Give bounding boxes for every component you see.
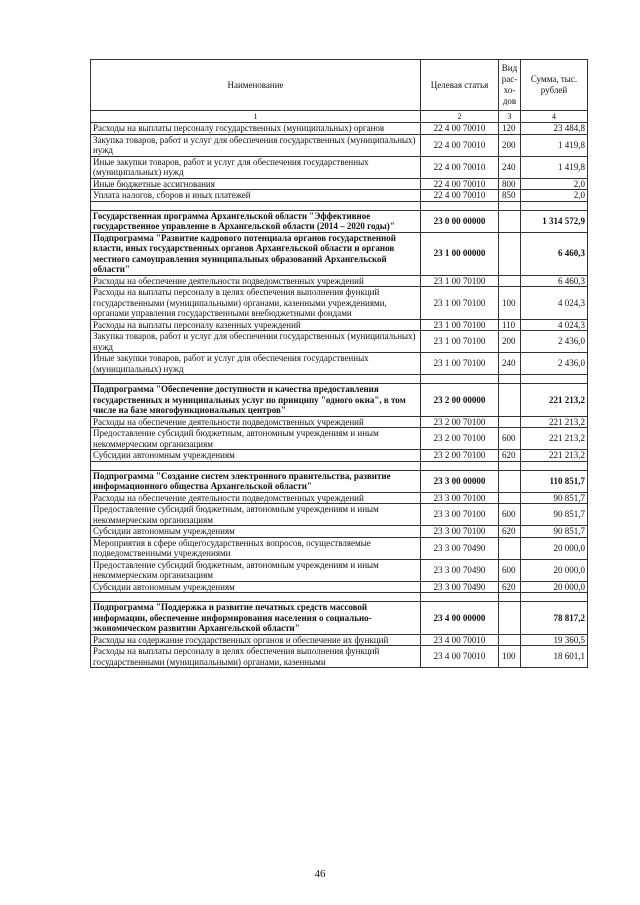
cell-name: Государственная программа Архангельской области "Эффективное государственное управление в Архангельской области (2014 – 2020 годы)" [91,210,421,232]
cell-expense-type: 620 [499,581,521,593]
table-row [91,123,588,135]
table-row [91,646,588,668]
spacer-cell [499,461,521,470]
cell-target-article: 23 3 00 70490 [421,537,499,559]
cell-expense-type [499,232,521,275]
cell-target-article: 22 4 00 70010 [421,123,499,135]
cell-expense-type: 600 [499,559,521,581]
cell-target-article: 23 1 00 70100 [421,331,499,353]
cell-expense-type [499,634,521,646]
spacer-cell [91,375,421,384]
cell-target-article: 23 1 00 70100 [421,275,499,287]
program-row [91,232,588,275]
spacer-cell [521,593,588,602]
spacer-cell [499,593,521,602]
spacer-row [91,593,588,602]
cell-target-article: 23 3 00 70490 [421,559,499,581]
cell-name: Предоставление субсидий бюджетным, автономным учреждениям и иным некоммерческим организациям [91,504,421,526]
cell-expense-type: 600 [499,428,521,450]
cell-sum: 1 419,8 [521,134,588,156]
column-number: 1 [91,111,421,123]
table-row [91,275,588,287]
header-name: Наименование [91,60,421,111]
table-row [91,416,588,428]
spacer-cell [499,201,521,210]
cell-target-article: 23 1 00 70100 [421,353,499,375]
cell-name: Расходы на выплаты персоналу в целях обеспечения выполнения функций государственными (муниципальными) органами, казенными [91,646,421,668]
cell-sum: 4 024,3 [521,287,588,320]
cell-sum: 221 213,2 [521,416,588,428]
cell-sum: 221 213,2 [521,384,588,417]
cell-sum: 4 024,3 [521,319,588,331]
cell-target-article: 22 4 00 70010 [421,178,499,190]
cell-name: Иные закупки товаров, работ и услуг для обеспечения государственных (муниципальных) нужд [91,156,421,178]
column-number-row [91,111,588,123]
cell-name: Закупка товаров, работ и услуг для обеспечения государственных (муниципальных) нужд [91,331,421,353]
cell-target-article: 23 4 00 00000 [421,602,499,635]
cell-name: Закупка товаров, работ и услуг для обеспечения государственных (муниципальных) нужд [91,134,421,156]
cell-target-article: 23 3 00 70100 [421,492,499,504]
cell-sum: 20 000,0 [521,559,588,581]
spacer-cell [499,375,521,384]
cell-name: Субсидии автономным учреждениям [91,581,421,593]
cell-expense-type: 240 [499,156,521,178]
cell-name: Расходы на выплаты персоналу государственных (муниципальных) органов [91,123,421,135]
cell-sum: 221 213,2 [521,450,588,462]
spacer-cell [91,593,421,602]
cell-expense-type: 200 [499,331,521,353]
cell-name: Иные закупки товаров, работ и услуг для обеспечения государственных (муниципальных) нужд [91,353,421,375]
cell-name: Расходы на обеспечение деятельности подведомственных учреждений [91,416,421,428]
header-target-article: Целевая статья [421,60,499,111]
table-row [91,537,588,559]
cell-target-article: 23 3 00 00000 [421,470,499,492]
table-row [91,287,588,320]
cell-expense-type [499,210,521,232]
header-sum: Сумма, тыс. рублей [521,60,588,111]
cell-name: Подпрограмма "Обеспечение доступности и качества предоставления государственных и муниципальных услуг по принципу "одного окна", в том числе на базе многофункциональных центров" [91,384,421,417]
cell-name: Мероприятия в сфере общегосударственных вопросов, осуществляемые подведомственными учреждениями [91,537,421,559]
spacer-row [91,461,588,470]
cell-name: Субсидии автономным учреждениям [91,526,421,538]
spacer-cell [91,461,421,470]
spacer-cell [91,201,421,210]
cell-expense-type: 120 [499,123,521,135]
cell-expense-type: 620 [499,450,521,462]
cell-expense-type: 850 [499,190,521,202]
program-row [91,384,588,417]
table-row [91,319,588,331]
table-row [91,526,588,538]
cell-target-article: 23 3 00 70490 [421,581,499,593]
cell-name: Иные бюджетные ассигнования [91,178,421,190]
cell-name: Расходы на выплаты персоналу казенных учреждений [91,319,421,331]
column-number: 2 [421,111,499,123]
cell-target-article: 23 0 00 00000 [421,210,499,232]
budget-table [90,59,588,668]
spacer-cell [521,461,588,470]
cell-name: Подпрограмма "Поддержка и развитие печатных средств массовой информации, обеспечение информирования населения о социально-экономическом развитии Архангельской области" [91,602,421,635]
page-number: 46 [314,868,326,880]
cell-sum: 2,0 [521,178,588,190]
cell-sum: 1 419,8 [521,156,588,178]
table-row [91,634,588,646]
cell-sum: 78 817,2 [521,602,588,635]
cell-sum: 221 213,2 [521,428,588,450]
cell-expense-type [499,275,521,287]
cell-expense-type: 100 [499,646,521,668]
cell-sum: 19 360,5 [521,634,588,646]
cell-target-article: 23 2 00 70100 [421,450,499,462]
table-row [91,559,588,581]
header-expense-type: Вид рас-хо-дов [499,60,521,111]
cell-sum: 90 851,7 [521,492,588,504]
cell-sum: 6 460,3 [521,232,588,275]
spacer-cell [421,593,499,602]
cell-target-article: 23 1 00 70100 [421,287,499,320]
cell-expense-type: 200 [499,134,521,156]
table-row [91,504,588,526]
table-row [91,353,588,375]
cell-name: Расходы на обеспечение деятельности подведомственных учреждений [91,275,421,287]
cell-sum: 20 000,0 [521,537,588,559]
cell-target-article: 23 2 00 70100 [421,428,499,450]
cell-sum: 90 851,7 [521,526,588,538]
cell-name: Подпрограмма "Развитие кадрового потенциала органов государственной власти, иных государственных органов Архангельской области и органов местного самоуправления муниципальных образований Архангельской области" [91,232,421,275]
cell-name: Расходы на выплаты персоналу в целях обеспечения выполнения функций государственными (муниципальными) органами, казенными учреждениями, органами управления государственными внебюджетными фондами [91,287,421,320]
cell-target-article: 22 4 00 70010 [421,134,499,156]
cell-target-article: 23 4 00 70010 [421,646,499,668]
column-number: 3 [499,111,521,123]
spacer-cell [421,201,499,210]
spacer-cell [421,375,499,384]
cell-sum: 2 436,0 [521,331,588,353]
table-row [91,156,588,178]
table-row [91,190,588,202]
table-row [91,331,588,353]
cell-name: Предоставление субсидий бюджетным, автономным учреждениям и иным некоммерческим организациям [91,559,421,581]
cell-expense-type [499,537,521,559]
cell-target-article: 23 2 00 00000 [421,384,499,417]
program-row [91,470,588,492]
table-row [91,134,588,156]
cell-expense-type [499,416,521,428]
cell-sum: 6 460,3 [521,275,588,287]
spacer-row [91,201,588,210]
cell-sum: 18 601,1 [521,646,588,668]
program-row [91,210,588,232]
cell-target-article: 23 3 00 70100 [421,504,499,526]
table-row [91,492,588,504]
budget-table-sheet [90,59,587,668]
cell-name: Уплата налогов, сборов и иных платежей [91,190,421,202]
cell-target-article: 23 1 00 00000 [421,232,499,275]
cell-expense-type [499,384,521,417]
cell-name: Расходы на обеспечение деятельности подведомственных учреждений [91,492,421,504]
cell-expense-type [499,602,521,635]
cell-sum: 23 484,8 [521,123,588,135]
cell-sum: 1 314 572,9 [521,210,588,232]
cell-expense-type [499,470,521,492]
cell-sum: 2,0 [521,190,588,202]
cell-name: Подпрограмма "Создание систем электронного правительства, развитие информационного общества Архангельской области" [91,470,421,492]
cell-expense-type: 620 [499,526,521,538]
cell-target-article: 23 4 00 70010 [421,634,499,646]
spacer-cell [421,461,499,470]
cell-sum: 2 436,0 [521,353,588,375]
cell-expense-type: 110 [499,319,521,331]
cell-sum: 20 000,0 [521,581,588,593]
cell-target-article: 23 1 00 70100 [421,319,499,331]
cell-expense-type: 240 [499,353,521,375]
spacer-cell [521,201,588,210]
cell-target-article: 22 4 00 70010 [421,190,499,202]
cell-target-article: 23 2 00 70100 [421,416,499,428]
cell-name: Субсидии автономным учреждениям [91,450,421,462]
table-row [91,450,588,462]
cell-expense-type: 600 [499,504,521,526]
cell-sum: 90 851,7 [521,504,588,526]
cell-sum: 110 851,7 [521,470,588,492]
table-row [91,428,588,450]
table-row [91,581,588,593]
cell-target-article: 23 3 00 70100 [421,526,499,538]
spacer-row [91,375,588,384]
table-row [91,178,588,190]
cell-expense-type [499,492,521,504]
program-row [91,602,588,635]
cell-expense-type: 100 [499,287,521,320]
column-number: 4 [521,111,588,123]
table-header-row [91,60,588,111]
cell-name: Предоставление субсидий бюджетным, автономным учреждениям и иным некоммерческим организациям [91,428,421,450]
cell-name: Расходы на содержание государственных органов и обеспечение их функций [91,634,421,646]
cell-target-article: 22 4 00 70010 [421,156,499,178]
spacer-cell [521,375,588,384]
cell-expense-type: 800 [499,178,521,190]
